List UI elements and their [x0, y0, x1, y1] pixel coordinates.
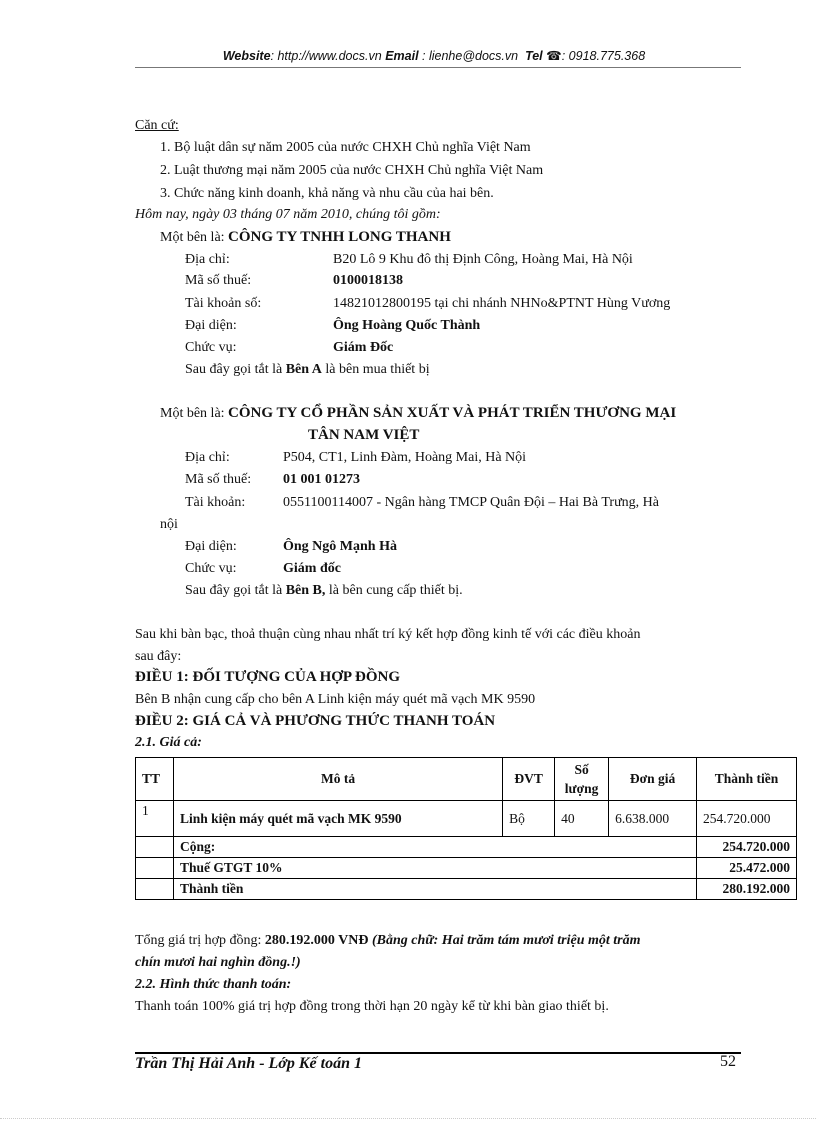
party-b-position-label: Chức vụ:: [185, 561, 237, 576]
subtotal-label: Cộng:: [173, 837, 696, 858]
footer-rule: [135, 1052, 741, 1054]
party-a-name: CÔNG TY TNHH LONG THANH: [228, 229, 451, 245]
website-label: Website: [222, 49, 271, 63]
email-address[interactable]: : lienhe@docs.vn: [418, 49, 519, 63]
col-header-unit-price: Đơn giá: [609, 758, 697, 801]
phone-icon: ☎: [546, 49, 562, 63]
party-a-rep: Ông Hoàng Quốc Thành: [333, 318, 481, 333]
summary-row-subtotal: [136, 837, 797, 858]
party-a-alias-name: Bên A: [285, 362, 322, 377]
total-value: 280.192.000: [697, 879, 797, 900]
cell-description: Linh kiện máy quét mã vạch MK 9590: [173, 801, 502, 837]
col-header-description: Mô tả: [173, 758, 502, 801]
agreement-line-2: sau đây:: [135, 649, 182, 664]
page-header: [0, 48, 816, 63]
vat-value: 25.472.000: [697, 858, 797, 879]
party-b-address: P504, CT1, Linh Đàm, Hoàng Mai, Hà Nội: [283, 450, 527, 465]
party-b-alias-name: Bên B,: [285, 583, 326, 598]
party-b-name-2: TÂN NAM VIỆT: [308, 427, 420, 443]
can-cu-title: Căn cứ:: [135, 118, 179, 133]
footer-author: Trần Thị Hải Anh - Lớp Kế toán 1: [135, 1055, 362, 1072]
party-a-tax: 0100018138: [333, 273, 403, 288]
party-a-account: 14821012800195 tại chi nhánh NHNo&PTNT Hùng Vương: [333, 296, 671, 311]
agreement-line-1: Sau khi bàn bạc, thoả thuận cùng nhau nhất trí ký kết hợp đồng kinh tế với các điều khoản: [135, 627, 641, 642]
cell-unit-price: 6.638.000: [609, 801, 697, 837]
article-1-title: ĐIỀU 1: ĐỐI TƯỢNG CỦA HỢP ĐỒNG: [135, 669, 401, 685]
can-cu-item-2: 2. Luật thương mại năm 2005 của nước CHXH Chủ nghĩa Việt Nam: [160, 163, 544, 178]
party-a-alias: [185, 362, 430, 378]
payment-subtitle: 2.2. Hình thức thanh toán:: [135, 977, 292, 992]
cell-amount: 254.720.000: [697, 801, 797, 837]
col-header-tt: TT: [136, 758, 174, 801]
party-a-lead: Một bên là:: [160, 230, 229, 245]
page-number: 52: [720, 1053, 736, 1070]
col-header-quantity: Số lượng: [555, 758, 609, 801]
party-a-alias-post: là bên mua thiết bị: [321, 362, 430, 377]
party-a-position: Giám Đốc: [333, 340, 394, 355]
summary-row-vat: [136, 858, 797, 879]
party-a-address: B20 Lô 9 Khu đô thị Định Công, Hoàng Mai, Hà Nội: [333, 252, 633, 267]
party-b-rep-label: Đại diện:: [185, 539, 237, 554]
party-a-account-label: Tài khoản số:: [185, 296, 262, 311]
table-row: [136, 801, 797, 837]
party-a-position-label: Chức vụ:: [185, 340, 237, 355]
total-words-1: (Bằng chữ: Hai trăm tám mươi triệu một trăm: [368, 933, 641, 948]
can-cu-item-3: 3. Chức năng kinh doanh, khả năng và nhu cầu của hai bên.: [160, 186, 494, 201]
party-b-alias-post: là bên cung cấp thiết bị.: [325, 583, 463, 598]
cell-tt: 1: [136, 801, 174, 837]
party-b-tax: 01 001 01273: [283, 472, 360, 487]
total-words-2: chín mươi hai nghìn đồng.!): [135, 955, 301, 970]
intro-line: Hôm nay, ngày 03 tháng 07 năm 2010, chúng tôi gồm:: [135, 207, 441, 222]
page-edge: [0, 1118, 816, 1119]
col-header-amount: Thành tiền: [697, 758, 797, 801]
email-label: Email: [385, 49, 419, 63]
party-b-address-label: Địa chỉ:: [185, 450, 230, 465]
cell-unit: Bộ: [503, 801, 555, 837]
party-b-tax-label: Mã số thuế:: [185, 472, 252, 487]
party-b-alias-pre: Sau đây gọi tắt là: [185, 583, 286, 598]
party-a-rep-label: Đại diện:: [185, 318, 237, 333]
cell-quantity: 40: [555, 801, 609, 837]
vat-label: Thuế GTGT 10%: [173, 858, 696, 879]
article-1-text: Bên B nhận cung cấp cho bên A Linh kiện máy quét mã vạch MK 9590: [135, 692, 536, 707]
total-label: Thành tiền: [173, 879, 696, 900]
party-b-heading: [160, 405, 676, 422]
party-a-heading: [160, 229, 451, 246]
party-b-account-label: Tài khoản:: [185, 495, 246, 510]
tel-label: Tel: [525, 49, 543, 63]
article-2-title: ĐIỀU 2: GIÁ CẢ VÀ PHƯƠNG THỨC THANH TOÁN: [135, 713, 496, 729]
party-b-rep: Ông Ngô Mạnh Hà: [283, 539, 397, 554]
can-cu-item-1: 1. Bộ luật dân sự năm 2005 của nước CHXH Chủ nghĩa Việt Nam: [160, 140, 531, 155]
price-table: [135, 757, 797, 900]
party-b-alias: [185, 583, 463, 599]
total-amount: 280.192.000 VNĐ: [264, 933, 369, 948]
party-b-lead: Một bên là:: [160, 406, 229, 421]
header-rule: [135, 67, 741, 68]
summary-row-total: [136, 879, 797, 900]
party-a-tax-label: Mã số thuế:: [185, 273, 252, 288]
subtotal-value: 254.720.000: [697, 837, 797, 858]
party-b-position: Giám đốc: [283, 561, 341, 576]
payment-text: Thanh toán 100% giá trị hợp đồng trong thời hạn 20 ngày kể từ khi bàn giao thiết bị.: [135, 999, 609, 1014]
party-a-address-label: Địa chỉ:: [185, 252, 230, 267]
price-subtitle: 2.1. Giá cả:: [135, 735, 202, 750]
party-b-name-1: CÔNG TY CỔ PHẦN SẢN XUẤT VÀ PHÁT TRIỂN THƯƠNG MẠI: [228, 405, 677, 421]
party-b-account-cont: nội: [160, 517, 178, 532]
tel-number: : 0918.775.368: [561, 49, 646, 63]
party-a-alias-pre: Sau đây gọi tắt là: [185, 362, 286, 377]
party-b-account: 0551100114007 - Ngân hàng TMCP Quân Đội – Hai Bà Trưng, Hà: [283, 495, 659, 510]
table-header-row: [136, 758, 797, 801]
total-pre: Tổng giá trị hợp đồng:: [135, 933, 265, 948]
contract-total: [135, 933, 641, 949]
col-header-unit: ĐVT: [503, 758, 555, 801]
website-url[interactable]: : http://www.docs.vn: [270, 49, 382, 63]
